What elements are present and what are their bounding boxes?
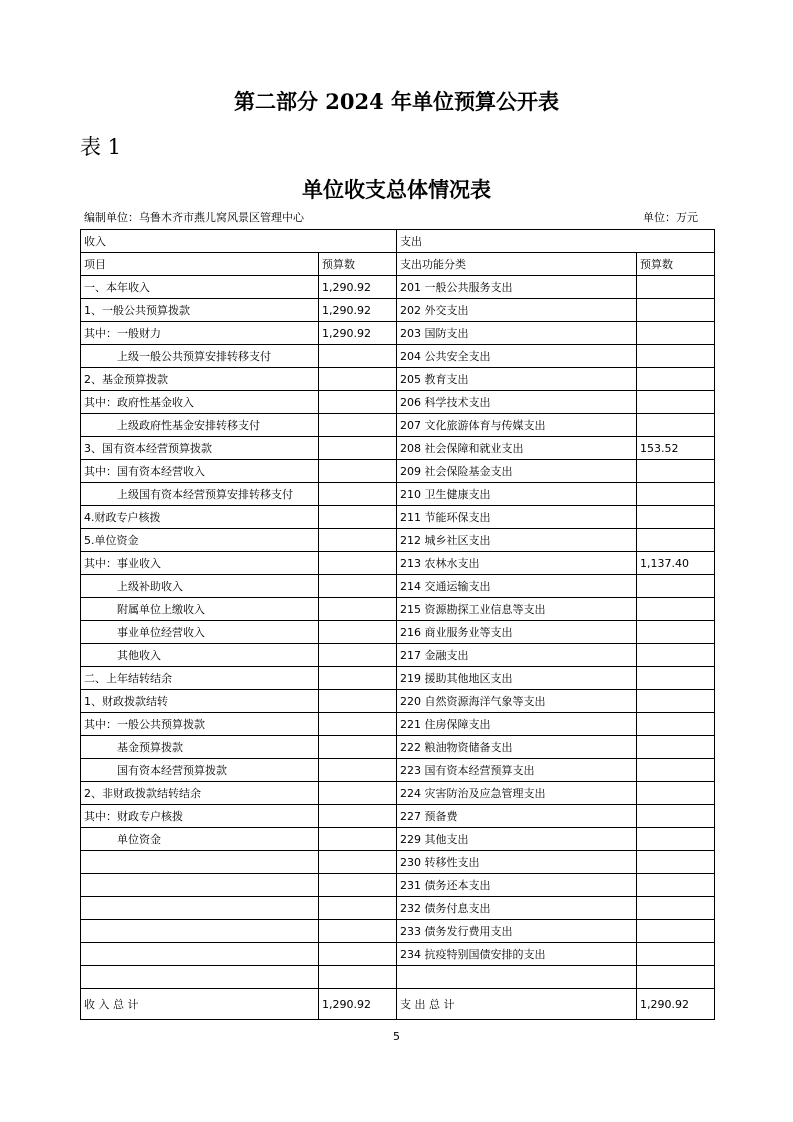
income-item-cell: 5.单位资金 xyxy=(81,529,319,552)
expense-item-cell: 220 自然资源海洋气象等支出 xyxy=(397,690,637,713)
expense-item-cell: 209 社会保险基金支出 xyxy=(397,460,637,483)
expense-amount-cell xyxy=(637,483,715,506)
expense-item-cell: 221 住房保障支出 xyxy=(397,713,637,736)
expense-amount-cell xyxy=(637,943,715,966)
income-item-cell: 其中：事业收入 xyxy=(81,552,319,575)
income-amount-cell xyxy=(319,966,397,989)
income-amount-cell xyxy=(319,483,397,506)
table-row xyxy=(81,391,715,414)
income-item-cell: 4.财政专户核拨 xyxy=(81,506,319,529)
part-title: 第二部分 2024 年单位预算公开表 xyxy=(233,89,560,114)
expense-item-cell: 232 债务付息支出 xyxy=(397,897,637,920)
income-amount-cell xyxy=(319,621,397,644)
table-row xyxy=(81,460,715,483)
table-row xyxy=(81,598,715,621)
table-row xyxy=(81,966,715,989)
income-item-cell: 事业单位经营收入 xyxy=(81,621,319,644)
income-item-cell xyxy=(81,851,319,874)
expense-item-cell: 211 节能环保支出 xyxy=(397,506,637,529)
expense-item-cell: 222 粮油物资储备支出 xyxy=(397,736,637,759)
income-item-cell: 1、财政拨款结转 xyxy=(81,690,319,713)
income-amount-cell xyxy=(319,506,397,529)
expense-item-cell: 205 教育支出 xyxy=(397,368,637,391)
income-item-cell: 2、基金预算拨款 xyxy=(81,368,319,391)
table-row xyxy=(81,552,715,575)
income-item-cell: 国有资本经营预算拨款 xyxy=(81,759,319,782)
income-item-cell: 其中：一般公共预算拨款 xyxy=(81,713,319,736)
expense-amount-cell xyxy=(637,851,715,874)
income-amount-cell xyxy=(319,759,397,782)
income-amount-cell xyxy=(319,690,397,713)
income-amount-cell xyxy=(319,414,397,437)
expense-amount-cell xyxy=(637,529,715,552)
expense-amount-cell xyxy=(637,782,715,805)
table-label: 表 1 xyxy=(80,135,122,159)
income-item-cell: 其中：一般财力 xyxy=(81,322,319,345)
expense-group-header: 支出 xyxy=(397,230,715,253)
table-row xyxy=(81,506,715,529)
income-amount-cell xyxy=(319,529,397,552)
expense-amount-cell xyxy=(637,644,715,667)
expense-amount-cell xyxy=(637,368,715,391)
table-row xyxy=(81,437,715,460)
income-amount-cell xyxy=(319,943,397,966)
income-amount-cell xyxy=(319,920,397,943)
expense-amount-cell xyxy=(637,621,715,644)
income-item-cell xyxy=(81,920,319,943)
table-row xyxy=(81,299,715,322)
expense-item-cell: 204 公共安全支出 xyxy=(397,345,637,368)
income-amount-cell xyxy=(319,851,397,874)
expense-item-cell: 206 科学技术支出 xyxy=(397,391,637,414)
table-row xyxy=(81,621,715,644)
expense-amount-header: 预算数 xyxy=(637,253,715,276)
income-amount-cell xyxy=(319,644,397,667)
expense-amount-cell xyxy=(637,736,715,759)
income-amount-cell: 1,290.92 xyxy=(319,299,397,322)
income-amount-header: 预算数 xyxy=(319,253,397,276)
table-row xyxy=(81,897,715,920)
income-item-cell: 一、本年收入 xyxy=(81,276,319,299)
table-row xyxy=(81,805,715,828)
income-group-header: 收入 xyxy=(81,230,397,253)
expense-total-label: 支 出 总 计 xyxy=(397,989,637,1020)
income-item-cell: 其中：国有资本经营收入 xyxy=(81,460,319,483)
table-row xyxy=(81,529,715,552)
expense-item-cell: 208 社会保障和就业支出 xyxy=(397,437,637,460)
expense-item-cell xyxy=(397,966,637,989)
expense-total-amount: 1,290.92 xyxy=(637,989,715,1020)
income-amount-cell xyxy=(319,368,397,391)
table-row xyxy=(81,690,715,713)
expense-item-cell: 216 商业服务业等支出 xyxy=(397,621,637,644)
expense-amount-cell xyxy=(637,966,715,989)
income-item-cell: 上级政府性基金安排转移支付 xyxy=(81,414,319,437)
expense-item-cell: 214 交通运输支出 xyxy=(397,575,637,598)
expense-item-cell: 215 资源勘探工业信息等支出 xyxy=(397,598,637,621)
income-item-cell: 1、一般公共预算拨款 xyxy=(81,299,319,322)
expense-amount-cell xyxy=(637,299,715,322)
income-item-cell: 上级一般公共预算安排转移支付 xyxy=(81,345,319,368)
expense-amount-cell xyxy=(637,690,715,713)
expense-amount-cell xyxy=(637,598,715,621)
income-amount-cell xyxy=(319,667,397,690)
table-row xyxy=(81,713,715,736)
income-item-cell: 其中：政府性基金收入 xyxy=(81,391,319,414)
income-amount-cell xyxy=(319,391,397,414)
income-item-cell xyxy=(81,874,319,897)
table-row xyxy=(81,322,715,345)
table-row xyxy=(81,943,715,966)
expense-item-cell: 203 国防支出 xyxy=(397,322,637,345)
expense-amount-cell xyxy=(637,874,715,897)
income-item-cell: 上级补助收入 xyxy=(81,575,319,598)
income-amount-cell: 1,290.92 xyxy=(319,322,397,345)
expense-amount-cell xyxy=(637,575,715,598)
income-item-cell: 二、上年结转结余 xyxy=(81,667,319,690)
income-item-cell: 3、国有资本经营预算拨款 xyxy=(81,437,319,460)
expense-amount-cell xyxy=(637,345,715,368)
income-item-cell: 上级国有资本经营预算安排转移支付 xyxy=(81,483,319,506)
table-title: 单位收支总体情况表 xyxy=(302,178,491,202)
income-amount-cell xyxy=(319,598,397,621)
income-item-cell xyxy=(81,943,319,966)
table-row xyxy=(81,414,715,437)
expense-amount-cell xyxy=(637,460,715,483)
table-row xyxy=(81,276,715,299)
expense-amount-cell xyxy=(637,414,715,437)
income-amount-cell xyxy=(319,874,397,897)
expense-item-cell: 219 援助其他地区支出 xyxy=(397,667,637,690)
expense-item-cell: 229 其他支出 xyxy=(397,828,637,851)
income-amount-cell xyxy=(319,805,397,828)
expense-item-cell: 231 债务还本支出 xyxy=(397,874,637,897)
expense-item-header: 支出功能分类 xyxy=(397,253,637,276)
expense-amount-cell xyxy=(637,667,715,690)
income-amount-cell xyxy=(319,460,397,483)
table-row xyxy=(81,736,715,759)
income-amount-cell xyxy=(319,345,397,368)
expense-amount-cell xyxy=(637,276,715,299)
expense-item-cell: 212 城乡社区支出 xyxy=(397,529,637,552)
table-row xyxy=(81,851,715,874)
expense-item-cell: 202 外交支出 xyxy=(397,299,637,322)
expense-amount-cell: 1,137.40 xyxy=(637,552,715,575)
income-amount-cell xyxy=(319,575,397,598)
income-amount-cell xyxy=(319,828,397,851)
table-row xyxy=(81,644,715,667)
column-header-row xyxy=(81,253,715,276)
table-row xyxy=(81,782,715,805)
group-header-row xyxy=(81,230,715,253)
income-amount-cell: 1,290.92 xyxy=(319,276,397,299)
expense-item-cell: 217 金融支出 xyxy=(397,644,637,667)
total-row xyxy=(81,989,715,1020)
budget-table xyxy=(80,229,715,1020)
expense-amount-cell xyxy=(637,920,715,943)
income-amount-cell xyxy=(319,782,397,805)
expense-item-cell: 213 农林水支出 xyxy=(397,552,637,575)
income-item-cell: 2、非财政拨款结转结余 xyxy=(81,782,319,805)
expense-amount-cell: 153.52 xyxy=(637,437,715,460)
table-row xyxy=(81,828,715,851)
expense-item-cell: 234 抗疫特别国债安排的支出 xyxy=(397,943,637,966)
table-row xyxy=(81,345,715,368)
income-item-cell: 其中：财政专户核拨 xyxy=(81,805,319,828)
income-item-cell: 基金预算拨款 xyxy=(81,736,319,759)
table-row xyxy=(81,667,715,690)
expense-item-cell: 224 灾害防治及应急管理支出 xyxy=(397,782,637,805)
table-row xyxy=(81,874,715,897)
compiling-unit: 编制单位：乌鲁木齐市燕儿窝风景区管理中心 xyxy=(84,211,304,224)
expense-amount-cell xyxy=(637,805,715,828)
expense-amount-cell xyxy=(637,713,715,736)
income-total-amount: 1,290.92 xyxy=(319,989,397,1020)
expense-item-cell: 201 一般公共服务支出 xyxy=(397,276,637,299)
income-item-header: 项目 xyxy=(81,253,319,276)
income-total-label: 收 入 总 计 xyxy=(81,989,319,1020)
income-item-cell xyxy=(81,966,319,989)
expense-amount-cell xyxy=(637,506,715,529)
unit-measure: 单位：万元 xyxy=(643,211,698,224)
income-amount-cell xyxy=(319,897,397,920)
income-amount-cell xyxy=(319,437,397,460)
expense-item-cell: 223 国有资本经营预算支出 xyxy=(397,759,637,782)
income-amount-cell xyxy=(319,713,397,736)
expense-item-cell: 230 转移性支出 xyxy=(397,851,637,874)
expense-amount-cell xyxy=(637,322,715,345)
income-item-cell: 单位资金 xyxy=(81,828,319,851)
income-item-cell: 附属单位上缴收入 xyxy=(81,598,319,621)
table-row xyxy=(81,483,715,506)
table-row xyxy=(81,368,715,391)
expense-item-cell: 227 预备费 xyxy=(397,805,637,828)
income-item-cell xyxy=(81,897,319,920)
page-number: 5 xyxy=(393,1030,400,1043)
expense-item-cell: 207 文化旅游体育与传媒支出 xyxy=(397,414,637,437)
table-row xyxy=(81,575,715,598)
expense-item-cell: 210 卫生健康支出 xyxy=(397,483,637,506)
expense-amount-cell xyxy=(637,391,715,414)
expense-amount-cell xyxy=(637,759,715,782)
income-amount-cell xyxy=(319,736,397,759)
expense-item-cell: 233 债务发行费用支出 xyxy=(397,920,637,943)
income-item-cell: 其他收入 xyxy=(81,644,319,667)
expense-amount-cell xyxy=(637,828,715,851)
table-row xyxy=(81,920,715,943)
expense-amount-cell xyxy=(637,897,715,920)
table-row xyxy=(81,759,715,782)
income-amount-cell xyxy=(319,552,397,575)
